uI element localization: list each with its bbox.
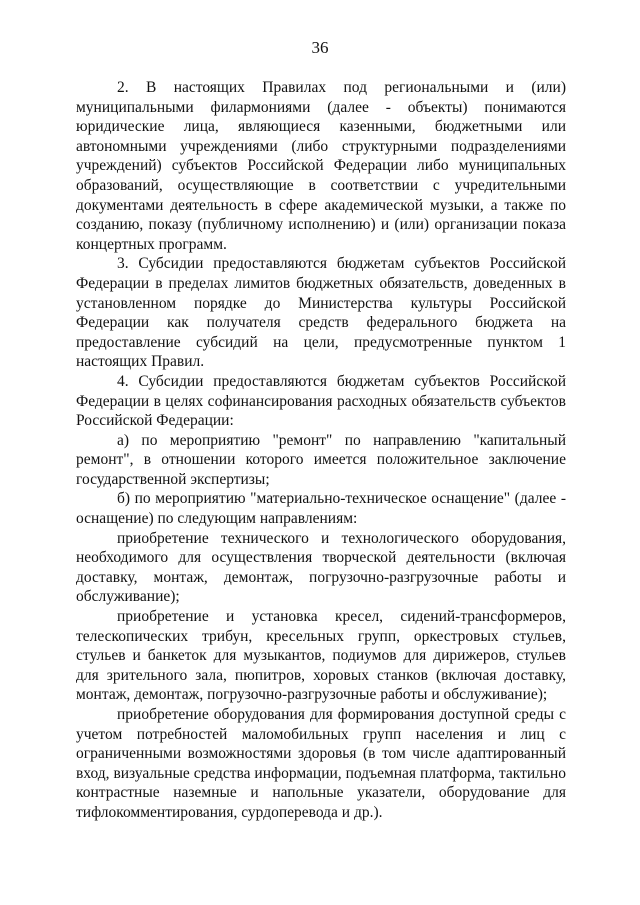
paragraph-3: 3. Субсидии предоставляются бюджетам субъектов Российской Федерации в пределах лимитов бюджетных обязательств, доведенных в установленном порядке до Министерства культуры Российской Федерации как получателя средств федерального бюджета на предоставление субсидий на цели, предусмотренные пунктом 1 настоящих Правил. <box>76 255 566 371</box>
paragraph-4: 4. Субсидии предоставляются бюджетам субъектов Российской Федерации в целях софинансирования расходных обязательств субъектов Российской Федерации: <box>76 372 566 430</box>
subparagraph-a: а) по мероприятию "ремонт" по направлению "капитальный ремонт", в отношении которого имеется положительное заключение государственной экспертизы; <box>76 431 566 488</box>
document-body <box>76 78 566 823</box>
paragraph-2: 2. В настоящих Правилах под региональными и (или) муниципальными филармониями (далее - объекты) понимаются юридические лица, являющиеся казенными, бюджетными или автономными учреждениями (либо структурными подразделениями учреждений) субъектов Российской Федерации либо муниципальных образований, осуществляющие в соответствии с учредительными документами деятельность в сфере академической музыки, а также по созданию, показу (публичному исполнению) и (или) организации показа концертных программ. <box>76 79 566 253</box>
direction-seating: приобретение и установка кресел, сидений-трансформеров, телескопических трибун, кресельных групп, оркестровых стульев, стульев и банкеток для музыкантов, подиумов для дирижеров, стульев для зрительного зала, пюпитров, хоровых станков (включая доставку, монтаж, демонтаж, погрузочно-разгрузочные работы и обслуживание); <box>76 608 566 704</box>
page-number: 36 <box>311 38 329 57</box>
subparagraph-b: б) по мероприятию "материально-техническое оснащение" (далее - оснащение) по следующим направлениям: <box>76 490 566 528</box>
direction-accessible-environment: приобретение оборудования для формирования доступной среды с учетом потребностей маломобильных групп населения и лиц с ограниченными возможностями здоровья (в том числе адаптированный вход, визуальные средства информации, подъемная платформа, тактильно контрастные наземные и напольные указатели, оборудование для тифлокомментирования, сурдоперевода и др.). <box>76 706 566 821</box>
direction-technical-equipment: приобретение технического и технологического оборудования, необходимого для осуществления творческой деятельности (включая доставку, монтаж, демонтаж, погрузочно-разгрузочные работы и обслуживание); <box>76 529 566 606</box>
